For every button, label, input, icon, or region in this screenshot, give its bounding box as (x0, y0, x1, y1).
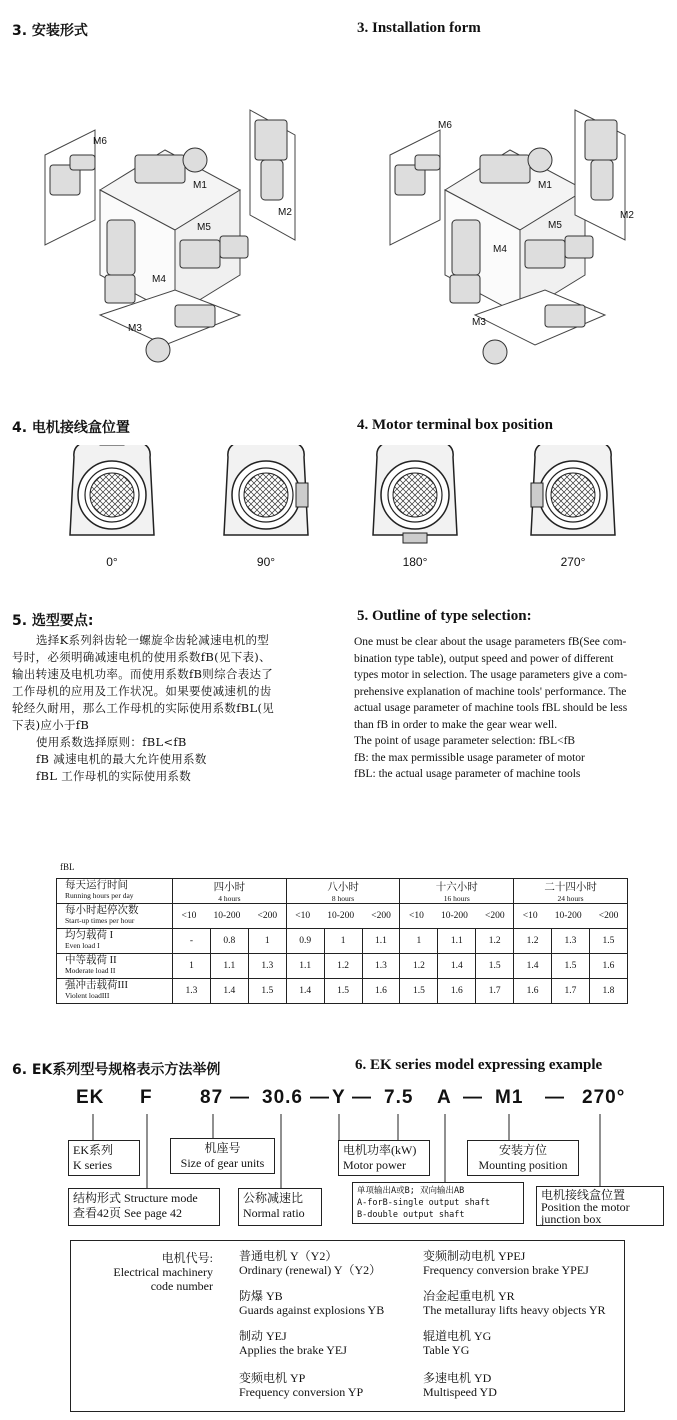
label-m1-right: M1 (538, 180, 552, 191)
code-power: 7.5 (384, 1087, 414, 1108)
terminal-box-180 (373, 445, 457, 543)
en-line: fBL: the actual usage parameter of machine tools (354, 768, 581, 780)
box-mount-cn: 安装方位 (498, 1143, 547, 1157)
position-0-label: 0° (106, 555, 118, 569)
en-line: types motor in selection. The usage parameters give a com- (354, 669, 628, 681)
en-line: The point of usage parameter selection: fBL<fB (354, 735, 576, 747)
legend-title-en2: code number (150, 1279, 213, 1293)
section3-title-cn: 3. 安装形式 (12, 23, 88, 39)
cn-line: 工作母机的应用及工作状况。如果要使减速机的齿 (12, 684, 272, 698)
table-cell: 0.8 (210, 929, 248, 954)
header-label (57, 879, 173, 904)
box-ek-series (68, 1140, 140, 1176)
row-label-en: Moderate load II (65, 966, 116, 975)
table-cell: 1.7 (476, 979, 514, 1004)
table-cell: 1.2 (400, 954, 438, 979)
section6-title-en: 6. EK series model expressing example (355, 1057, 603, 1073)
cn-line: 使用系数选择原则：fBL<fB (36, 735, 187, 749)
group-16h: 十六小时 16 hours (400, 879, 514, 904)
code-dash: — (545, 1087, 565, 1108)
group-24h: 二十四小时 24 hours (514, 879, 628, 904)
code-dash: — (352, 1087, 372, 1108)
box-ratio-en: Normal ratio (243, 1206, 305, 1220)
header-en: Running hours per day (65, 891, 134, 900)
en-line: bination type table), output speed and power of different (354, 652, 614, 665)
box-power-en: Motor power (343, 1158, 406, 1172)
box-terminal-en2: junction box (541, 1212, 602, 1226)
en-line: prehensive explanation of machine tools' performance. The (354, 685, 627, 698)
table-cell: 1.5 (476, 954, 514, 979)
start-label (57, 904, 173, 929)
section5-cn-text (12, 632, 342, 785)
table-cell: 1.1 (210, 954, 248, 979)
box-terminal-cn: 电机接线盒位置 (541, 1188, 626, 1202)
cn-line: 选择K系列斜齿轮一螺旋伞齿轮减速电机的型 (36, 633, 270, 647)
legend-item-yb: 防爆 YB Guards against explosions YB (239, 1289, 385, 1317)
table-cell: 1.4 (438, 954, 476, 979)
box-shaft (352, 1182, 524, 1224)
legend-title-en1: Electrical machinery (113, 1265, 213, 1279)
start-en: Start-up times per hour (65, 916, 135, 925)
motor-code-legend (70, 1240, 625, 1412)
position-90-label: 90° (256, 555, 276, 569)
installation-diagram-right (370, 90, 670, 390)
box-mount-en: Mounting position (478, 1158, 568, 1172)
label-m4-right: M4 (493, 244, 507, 255)
box-motor-power (338, 1140, 430, 1176)
table-cell: 1 (248, 929, 286, 954)
section5-title-en: 5. Outline of type selection: (357, 608, 532, 624)
start-cell: <10 10-200 <200 (286, 904, 400, 929)
table-cell: 1.3 (248, 954, 286, 979)
usage-factor-table (56, 878, 628, 1004)
table-cell: 1.5 (589, 929, 627, 954)
label-m1: M1 (193, 180, 207, 191)
legend-title-cn: 电机代号: (161, 1251, 213, 1265)
cn-line: fB 减速电机的最大允许使用系数 (36, 752, 207, 766)
box-terminal-en1: Position the motor (541, 1200, 630, 1214)
legend-item-yd: 多速电机 YD Multispeed YD (423, 1371, 497, 1399)
table-cell: 1.1 (438, 929, 476, 954)
label-m5: M5 (197, 222, 211, 233)
table-cell: 1.2 (476, 929, 514, 954)
code-a: A (437, 1087, 452, 1108)
table-cell: 1 (324, 929, 362, 954)
model-code-connectors (0, 1110, 677, 1250)
section6-title-cn: 6. EK系列型号规格表示方法举例 (12, 1062, 221, 1078)
cn-line: 号时，必须明确减速电机的使用系数fB(见下表)、 (12, 650, 271, 664)
code-ratio: 30.6 (262, 1087, 303, 1108)
table-cell: 1.3 (552, 929, 590, 954)
en-line: One must be clear about the usage parameters fB(See com- (354, 636, 627, 648)
en-line: than fB in order to make the gear wear well. (354, 718, 558, 731)
group-8h: 八小时 8 hours (286, 879, 400, 904)
box-structure (68, 1188, 220, 1226)
table-cell: 1.6 (514, 979, 552, 1004)
row-label-cn: 中等载荷 II (65, 955, 117, 966)
table-header-row (57, 879, 628, 904)
table-cell: 1.8 (589, 979, 627, 1004)
code-m1: M1 (495, 1087, 524, 1108)
en-line: actual usage parameter of machine tools fBL should be less (354, 702, 628, 714)
label-m3: M3 (128, 323, 142, 334)
code-dash: — (463, 1087, 483, 1108)
table-cell: 1.5 (324, 979, 362, 1004)
row-label-en: Violent loadIII (65, 991, 110, 1000)
terminal-box-270 (531, 445, 615, 535)
label-m2: M2 (278, 207, 292, 218)
code-dash: — (230, 1087, 250, 1108)
table-cell: 1.5 (248, 979, 286, 1004)
cn-line: 输出转速及电机功率。而使用系数fB则综合表达了 (12, 667, 274, 681)
position-270-label: 270° (560, 555, 586, 569)
table-cell: 1.3 (362, 954, 400, 979)
legend-item-ordinary: 普通电机 Y（Y2） Ordinary (renewal) Y（Y2） (239, 1249, 382, 1277)
table-cell: 1.2 (514, 929, 552, 954)
box-ratio (238, 1188, 322, 1226)
table-row-violent (57, 979, 628, 1004)
start-cell: <10 10-200 <200 (400, 904, 514, 929)
label-m2-right: M2 (620, 210, 634, 221)
box-shaft-line2: A-forB-single output shaft (357, 1198, 491, 1208)
row-label-cn: 均匀载荷 I (65, 930, 114, 941)
cn-line: 轮经久耐用，那么工作母机的实际使用系数fBL(见 (12, 701, 275, 715)
code-y: Y (332, 1087, 346, 1108)
label-m3-right: M3 (472, 317, 486, 328)
label-m5-right: M5 (548, 220, 562, 231)
table-cell: 1.3 (173, 979, 211, 1004)
box-ek-cn: EK系列 (73, 1143, 113, 1157)
start-cell: <10 10-200 <200 (173, 904, 287, 929)
table-cell: 1.1 (362, 929, 400, 954)
box-struct-line1: 结构形式 Structure mode (73, 1191, 198, 1205)
table-cell: 1 (400, 929, 438, 954)
section5-en-text (354, 634, 669, 783)
table-cell: 1.1 (286, 954, 324, 979)
label-m6-right: M6 (438, 120, 452, 131)
installation-diagram-left (25, 90, 325, 390)
label-m4: M4 (152, 274, 166, 285)
group-4h: 四小时 4 hours (173, 879, 287, 904)
header-cn: 每天运行时间 (65, 880, 128, 891)
table-cell: 1.4 (210, 979, 248, 1004)
box-power-cn: 电机功率(kW) (343, 1143, 417, 1157)
box-size (170, 1138, 275, 1174)
legend-item-yg: 辊道电机 YG Table YG (423, 1329, 492, 1357)
table-cell: - (173, 929, 211, 954)
table-cell: 1.5 (552, 954, 590, 979)
box-struct-line2: 查看42页 See page 42 (73, 1206, 182, 1220)
legend-item-ypej: 变频制动电机 YPEJ Frequency conversion brake YPEJ (423, 1249, 589, 1277)
table-cell: 1.2 (324, 954, 362, 979)
box-ek-en: K series (73, 1158, 112, 1172)
box-terminal (536, 1186, 664, 1226)
table-caption: fBL (60, 862, 75, 872)
box-size-en: Size of gear units (180, 1156, 265, 1170)
table-row-even (57, 929, 628, 954)
box-shaft-line3: B-double output shaft (357, 1210, 465, 1220)
en-line: fB: the max permissible usage parameter of motor (354, 751, 585, 764)
cn-line: fBL 工作母机的实际使用系数 (36, 769, 191, 783)
table-cell: 0.9 (286, 929, 324, 954)
table-cell: 1.6 (438, 979, 476, 1004)
table-cell: 1.6 (589, 954, 627, 979)
terminal-box-90 (224, 445, 308, 535)
table-cell: 1.4 (286, 979, 324, 1004)
box-shaft-line1: 单项输出A或B; 双向输出AB (357, 1186, 465, 1196)
row-label-cn: 强冲击载荷III (65, 980, 128, 991)
table-row-moderate (57, 954, 628, 979)
legend-item-yp: 变频电机 YP Frequency conversion YP (239, 1371, 364, 1399)
table-start-row (57, 904, 628, 929)
legend-title (93, 1251, 213, 1293)
table-cell: 1.4 (514, 954, 552, 979)
table-cell: 1 (173, 954, 211, 979)
table-cell: 1.5 (400, 979, 438, 1004)
code-ek: EK (76, 1087, 105, 1108)
label-m6: M6 (93, 136, 107, 147)
section5-title-cn: 5. 选型要点: (12, 613, 94, 629)
row-label-en: Even load I (65, 941, 100, 950)
start-cell: <10 10-200 <200 (514, 904, 628, 929)
terminal-box-diagrams (0, 445, 677, 555)
box-ratio-cn: 公称减速比 (243, 1191, 304, 1205)
legend-item-yr: 冶金起重电机 YR The metalluray lifts heavy objects YR (423, 1289, 606, 1317)
code-dash: — (310, 1087, 330, 1108)
table-cell: 1.7 (552, 979, 590, 1004)
table-cell: 1.6 (362, 979, 400, 1004)
section4-title-en: 4. Motor terminal box position (357, 417, 553, 433)
start-cn: 每小时起停次数 (65, 905, 139, 916)
terminal-box-0 (70, 445, 154, 535)
code-f: F (140, 1087, 153, 1108)
section3-title-en: 3. Installation form (357, 20, 481, 36)
cn-line: 下表)应小于fB (12, 718, 90, 732)
box-mounting (467, 1140, 579, 1176)
legend-item-yej: 制动 YEJ Applies the brake YEJ (239, 1329, 347, 1357)
section4-title-cn: 4. 电机接线盒位置 (12, 420, 130, 436)
code-87: 87 (200, 1087, 224, 1108)
box-size-cn: 机座号 (204, 1141, 241, 1155)
position-180-label: 180° (402, 555, 428, 569)
code-deg: 270° (582, 1087, 626, 1108)
